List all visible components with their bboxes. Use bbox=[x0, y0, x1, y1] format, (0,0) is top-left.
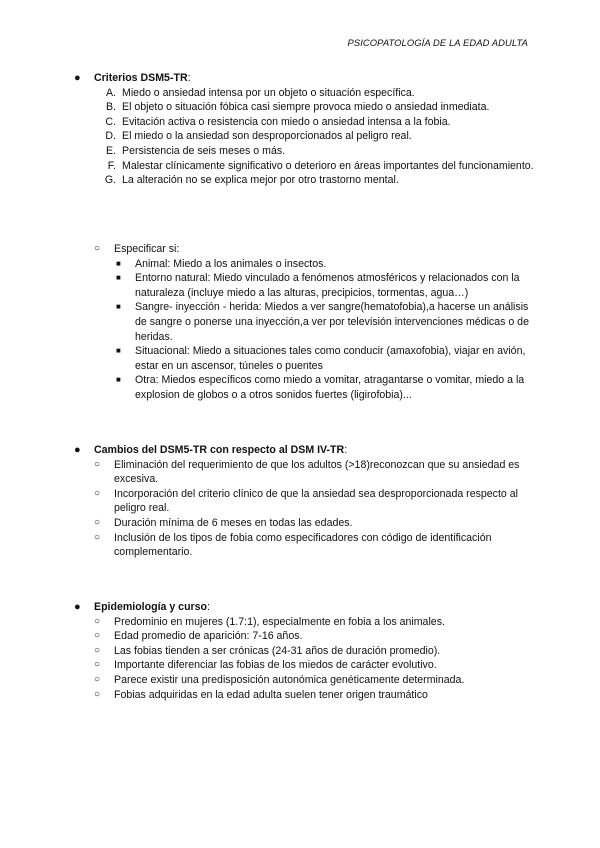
cambios-colon: : bbox=[344, 444, 348, 456]
criterio-item bbox=[74, 86, 534, 101]
list-item-text: Fobias adquiridas en la edad adulta suelen tener origen traumático bbox=[114, 688, 428, 701]
bullet-icon: ● bbox=[74, 72, 81, 84]
epidemiologia-item bbox=[74, 644, 534, 659]
cambios-section bbox=[74, 443, 534, 560]
list-item-text: La alteración no se explica mejor por otro trastorno mental. bbox=[122, 174, 399, 187]
bullet-icon: ● bbox=[74, 601, 81, 613]
list-marker: G. bbox=[104, 174, 116, 187]
especificador-item bbox=[74, 271, 534, 300]
list-item-text: Situacional: Miedo a situaciones tales como conducir (amaxofobia), viajar en avión, estar en un ascensor, túneles o puentes bbox=[135, 345, 526, 372]
list-item-text: Incorporación del criterio clínico de que la ansiedad sea desproporcionada respecto al peligro real. bbox=[114, 487, 518, 515]
especificar-section bbox=[74, 242, 534, 403]
epidemiologia-section bbox=[74, 600, 534, 702]
list-marker: ■ bbox=[116, 346, 121, 356]
list-marker: ○ bbox=[94, 615, 101, 627]
list-marker: C. bbox=[105, 115, 116, 128]
list-item-text: El miedo o la ansiedad son desproporcionados al peligro real. bbox=[122, 130, 412, 143]
criterios-heading bbox=[74, 71, 534, 86]
especificador-item bbox=[74, 300, 534, 344]
epidemiologia-item bbox=[74, 688, 534, 703]
list-marker: A. bbox=[105, 86, 116, 99]
circle-bullet-icon: ○ bbox=[94, 243, 101, 254]
page-header: PSICOPATOLOGÍA DE LA EDAD ADULTA bbox=[347, 37, 528, 48]
list-marker: ○ bbox=[94, 487, 101, 499]
epidemiologia-heading bbox=[74, 600, 534, 615]
list-item-text: Evitación activa o resistencia con miedo o ansiedad intensa a la fobia. bbox=[122, 115, 451, 128]
list-item-text: Animal: Miedo a los animales o insectos. bbox=[135, 257, 327, 270]
epidemiologia-item bbox=[74, 629, 534, 644]
cambio-item bbox=[74, 531, 534, 560]
list-item-text: Inclusión de los tipos de fobia como especificadores con código de identificación complementario. bbox=[114, 531, 492, 559]
especificar-label: Especificar si: bbox=[114, 243, 180, 255]
list-marker: ○ bbox=[94, 688, 101, 700]
criterio-item bbox=[74, 173, 534, 188]
cambio-item bbox=[74, 458, 534, 487]
list-marker: ○ bbox=[94, 458, 101, 470]
list-item-text: Miedo o ansiedad intensa por un objeto o situación específica. bbox=[122, 86, 415, 99]
list-marker: ■ bbox=[116, 273, 121, 283]
epidemiologia-item bbox=[74, 615, 534, 630]
list-marker: ○ bbox=[94, 673, 101, 685]
list-marker: ■ bbox=[116, 258, 121, 268]
epidemiologia-list bbox=[74, 615, 534, 703]
cambios-heading bbox=[74, 443, 534, 458]
epidemiologia-title: Epidemiología y curso bbox=[94, 601, 208, 613]
especificador-item bbox=[74, 257, 534, 272]
criterio-item bbox=[74, 159, 534, 174]
especificador-item bbox=[74, 344, 534, 373]
list-marker: ○ bbox=[94, 659, 101, 671]
list-marker: ○ bbox=[94, 630, 101, 642]
list-item-text: Duración mínima de 6 meses en todas las edades. bbox=[114, 516, 353, 529]
epidemiologia-item bbox=[74, 673, 534, 688]
list-item-text: Entorno natural: Miedo vinculado a fenómenos atmosféricos y relacionados con la naturaleza (incluye miedo a las alturas, precipicios, tormentas, agua…) bbox=[135, 272, 520, 299]
list-marker: ○ bbox=[94, 531, 101, 543]
especificar-heading bbox=[74, 242, 534, 257]
cambios-list bbox=[74, 458, 534, 560]
criterio-item bbox=[74, 115, 534, 130]
list-marker: F. bbox=[107, 159, 116, 172]
bullet-icon: ● bbox=[74, 444, 81, 456]
list-marker: ■ bbox=[116, 302, 121, 312]
list-item-text: Persistencia de seis meses o más. bbox=[122, 144, 286, 157]
list-item-text: Malestar clínicamente significativo o deterioro en áreas importantes del funcionamiento. bbox=[122, 159, 534, 172]
criterios-title: Criterios DSM5-TR bbox=[94, 72, 188, 84]
criterio-item bbox=[74, 129, 534, 144]
especificador-item bbox=[74, 373, 534, 402]
criterio-item bbox=[74, 144, 534, 159]
criterios-colon: : bbox=[187, 72, 191, 84]
list-item-text: Edad promedio de aparición: 7-16 años. bbox=[114, 630, 303, 643]
list-item-text: Las fobias tienden a ser crónicas (24-31 años de duración promedio). bbox=[114, 644, 441, 657]
list-item-text: Predominio en mujeres (1.7:1), especialmente en fobia a los animales. bbox=[114, 615, 445, 628]
cambio-item bbox=[74, 487, 534, 516]
epidemiologia-colon: : bbox=[207, 601, 210, 613]
list-item-text: Otra: Miedos específicos como miedo a vomitar, atragantarse o vomitar, miedo a la explosion de globos o a otros sonidos fuertes (ligirofobia)... bbox=[135, 374, 525, 401]
criterio-item bbox=[74, 100, 534, 115]
list-item-text: Eliminación del requerimiento de que los adultos (>18)reconozcan que su ansiedad es excesiva. bbox=[114, 458, 520, 486]
epidemiologia-item bbox=[74, 658, 534, 673]
list-marker: D. bbox=[105, 130, 116, 143]
list-item-text: Parece existir una predisposición autonómica genéticamente determinada. bbox=[114, 673, 465, 686]
list-marker: ○ bbox=[94, 516, 101, 528]
list-marker: ■ bbox=[116, 375, 121, 385]
especificar-list bbox=[74, 257, 534, 403]
list-item-text: Sangre- inyección - herida: Miedos a ver sangre(hematofobia),a hacerse un análisis de sangre o ponerse una inyección,a ver por televisión intervenciones médicas o de heridas. bbox=[135, 301, 529, 343]
list-marker: ○ bbox=[94, 644, 101, 656]
list-item-text: Importante diferenciar las fobias de los miedos de carácter evolutivo. bbox=[114, 659, 437, 672]
criterios-section bbox=[74, 71, 534, 188]
list-item-text: El objeto o situación fóbica casi siempre provoca miedo o ansiedad inmediata. bbox=[122, 101, 490, 114]
list-marker: E. bbox=[105, 144, 116, 157]
cambios-title: Cambios del DSM5-TR con respecto al DSM IV-TR bbox=[94, 444, 345, 456]
cambio-item bbox=[74, 516, 534, 531]
list-marker: B. bbox=[105, 101, 116, 114]
criterios-list bbox=[74, 86, 534, 188]
